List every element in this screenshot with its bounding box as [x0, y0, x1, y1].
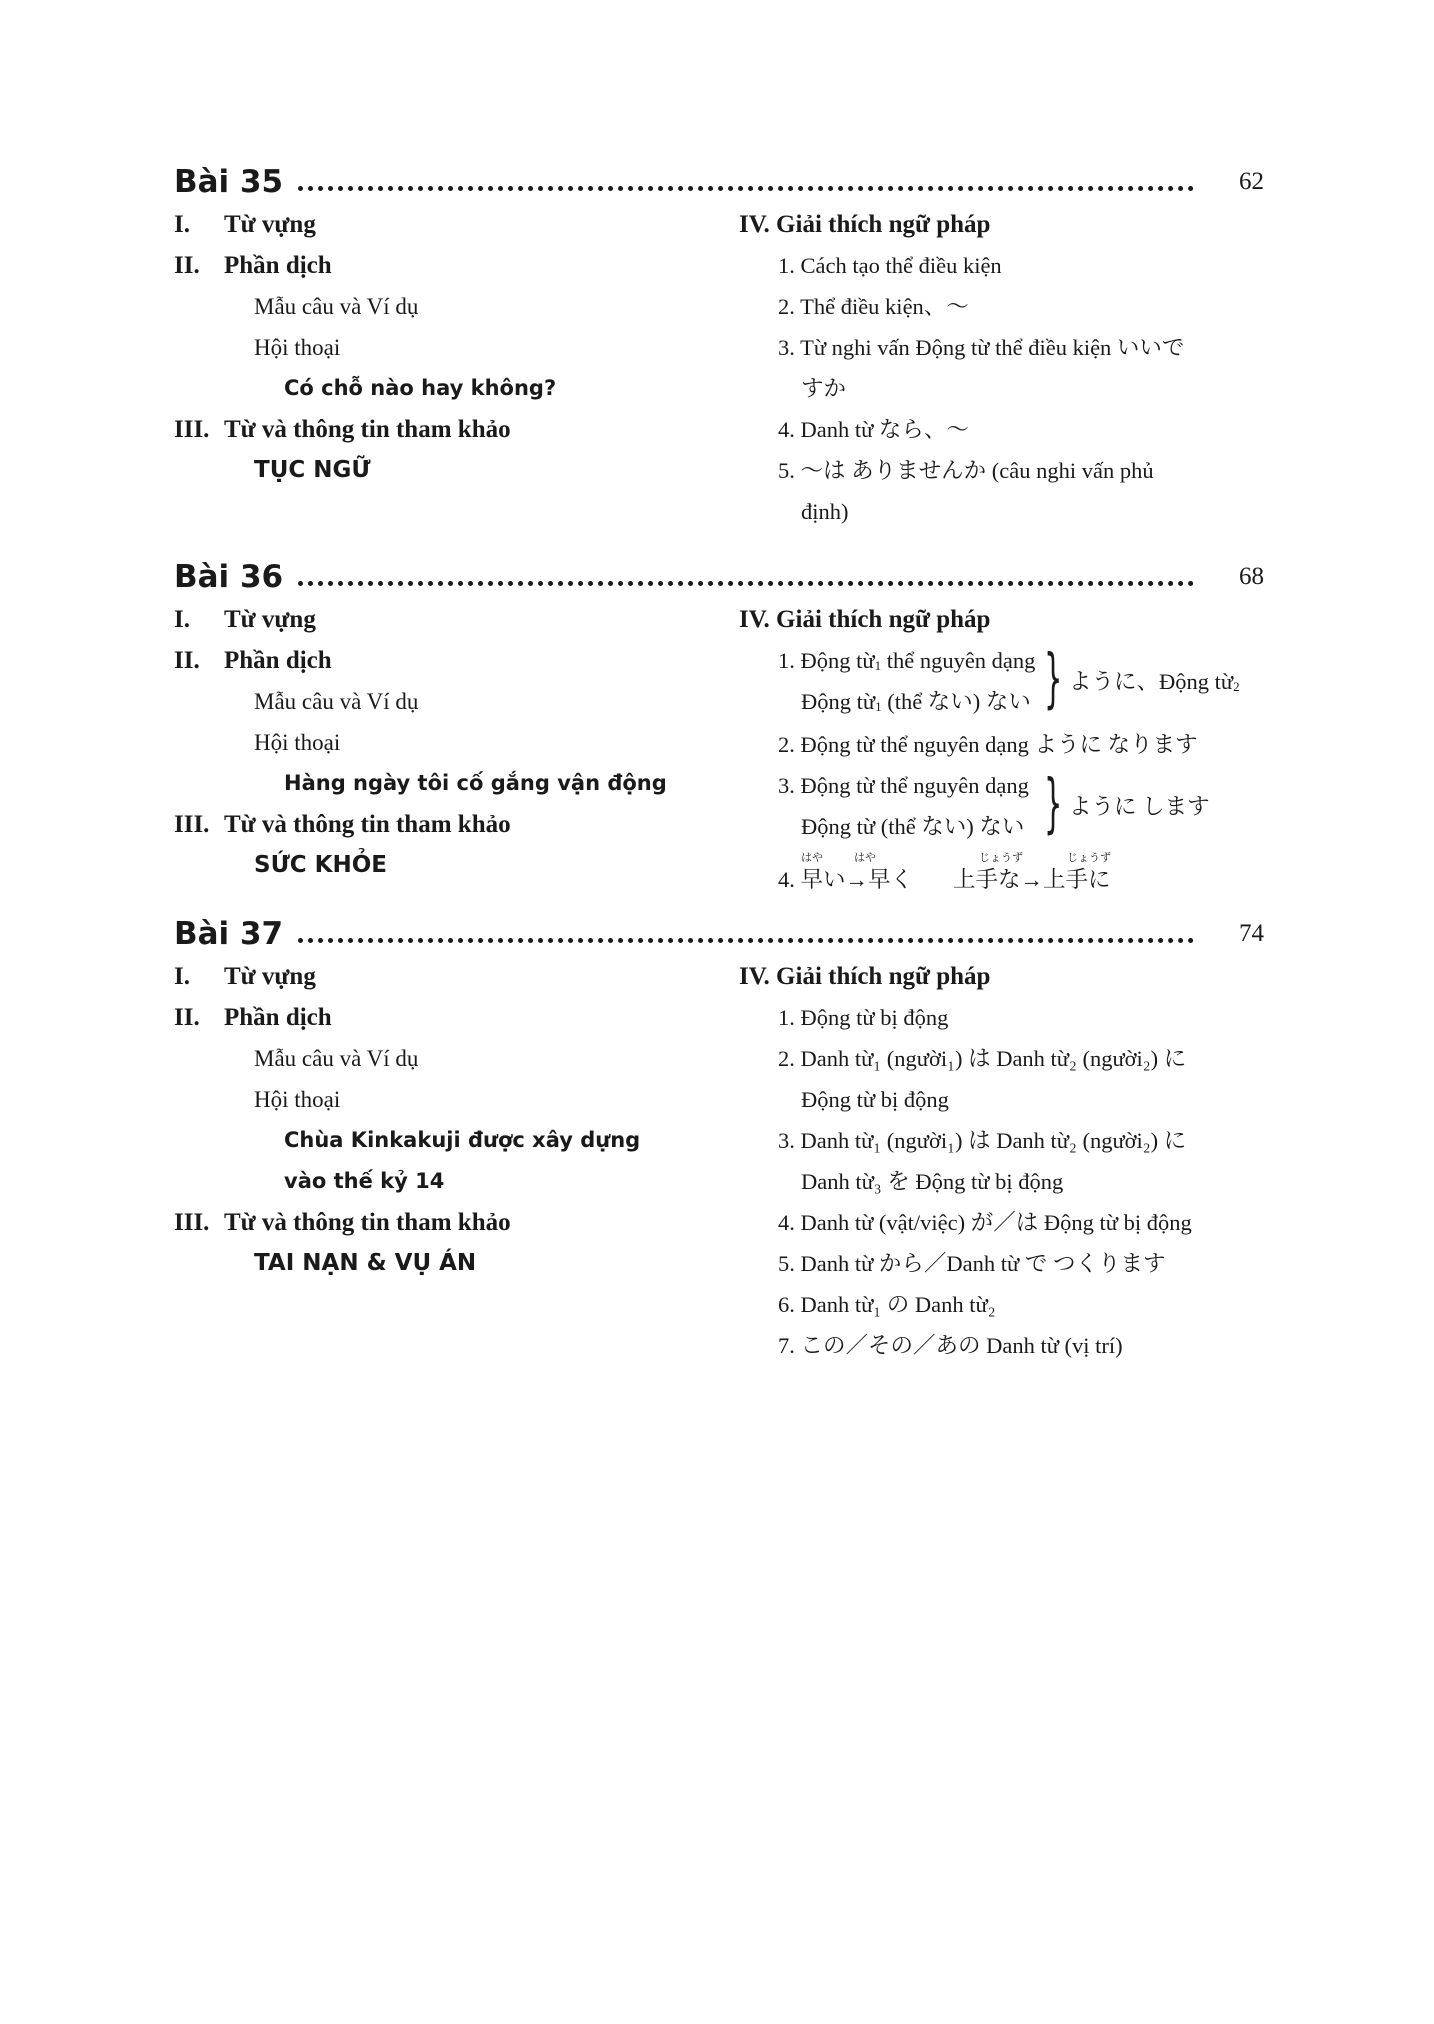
section-num: I.	[174, 606, 190, 633]
grammar-item-group[interactable]	[739, 640, 1279, 724]
sub-conversation[interactable]: Hội thoại	[254, 335, 341, 360]
leader-dots	[298, 186, 1194, 191]
grammar-heading[interactable]: IV. Giải thích ngữ pháp	[739, 606, 991, 633]
section-num: III.	[174, 811, 210, 838]
grammar-item[interactable]: 7. この／その／あの Danh từ (vị trí)	[778, 1333, 1123, 1358]
section-label: Từ và thông tin tham khảo	[224, 811, 511, 838]
section-reference[interactable]	[174, 409, 734, 450]
leader-dots	[298, 938, 1194, 943]
section-label: Từ vựng	[224, 963, 316, 990]
lesson-title[interactable]: Bài 37	[174, 916, 284, 952]
furigana: はや	[854, 852, 876, 864]
grammar-item[interactable]: 5. Danh từ から／Danh từ で つくります	[778, 1251, 1166, 1276]
reference-topic[interactable]: SỨC KHỎE	[254, 852, 388, 878]
page-number[interactable]: 62	[1239, 168, 1264, 195]
brace-icon: }	[1044, 642, 1063, 716]
grammar-item[interactable]	[739, 849, 1279, 899]
sub-conversation[interactable]: Hội thoại	[254, 730, 341, 755]
page-number[interactable]: 68	[1239, 563, 1264, 590]
lesson-header	[174, 555, 1264, 599]
grammar-item-continued: định)	[801, 499, 849, 524]
grammar-item-continued: Danh từ₃ を Động từ bị động	[801, 1169, 1064, 1194]
section-translation[interactable]	[174, 640, 734, 681]
grammar-line: Động từ (thể ない) ない	[801, 814, 1025, 839]
lesson-title[interactable]: Bài 36	[174, 559, 284, 595]
grammar-text: 4.	[778, 867, 801, 892]
grammar-item[interactable]: 1. Cách tạo thể điều kiện	[778, 253, 1002, 278]
section-reference[interactable]	[174, 1202, 734, 1243]
grammar-text: thể nguyên dạng	[881, 648, 1036, 673]
grammar-item[interactable]: 3. Từ nghi vấn Động từ thể điều kiện いいで	[778, 335, 1185, 360]
grammar-text: 早い→早く	[800, 867, 914, 892]
section-label: Phần dịch	[224, 647, 332, 674]
section-num: I.	[174, 963, 190, 990]
conversation-title[interactable]: Hàng ngày tôi cố gắng vận động	[284, 771, 667, 795]
brace-icon: }	[1044, 767, 1063, 841]
subscript: 1	[874, 658, 882, 673]
leader-dots	[298, 581, 1194, 586]
section-label: Từ vựng	[224, 606, 316, 633]
page-number[interactable]: 74	[1239, 920, 1264, 947]
conversation-title[interactable]: Có chỗ nào hay không?	[284, 376, 557, 400]
grammar-line	[778, 859, 1111, 900]
furigana: はや	[801, 852, 823, 864]
grammar-line: 3. Động từ thể nguyên dạng	[778, 773, 1029, 798]
lesson-header	[174, 160, 1264, 204]
lesson-header	[174, 912, 1264, 956]
section-label: Phần dịch	[224, 1004, 332, 1031]
grammar-result: ように します	[1069, 794, 1210, 819]
grammar-heading[interactable]: IV. Giải thích ngữ pháp	[739, 211, 991, 238]
grammar-item[interactable]: 6. Danh từ₁ の Danh từ₂	[778, 1292, 996, 1317]
section-num: II.	[174, 1004, 200, 1031]
grammar-line	[778, 640, 1035, 686]
lesson-36	[174, 555, 1264, 892]
grammar-item[interactable]: 4. Danh từ なら、～	[778, 417, 969, 442]
section-label: Từ và thông tin tham khảo	[224, 416, 511, 443]
section-num: II.	[174, 647, 200, 674]
section-num: III.	[174, 1209, 210, 1236]
grammar-item[interactable]: 3. Danh từ₁ (người₁) は Danh từ₂ (người₂) に	[778, 1128, 1187, 1153]
grammar-item[interactable]: 2. Thể điều kiện、～	[778, 294, 969, 319]
grammar-item[interactable]: 4. Danh từ (vật/việc) が／は Động từ bị động	[778, 1210, 1192, 1235]
subscript: 1	[875, 699, 882, 714]
subscript: 2	[1233, 679, 1240, 694]
grammar-item[interactable]: 1. Động từ bị động	[778, 1005, 949, 1030]
sub-sentence-patterns[interactable]: Mẫu câu và Ví dụ	[254, 294, 419, 319]
right-column	[739, 599, 1279, 899]
grammar-text: Động từ	[801, 689, 876, 714]
lesson-37	[174, 912, 1264, 1358]
lesson-title[interactable]: Bài 35	[174, 164, 284, 200]
grammar-text: (thể ない) ない	[881, 689, 1031, 714]
grammar-item-continued: すか	[801, 376, 847, 401]
left-column	[174, 599, 734, 886]
section-num: III.	[174, 416, 210, 443]
section-vocabulary[interactable]	[174, 956, 734, 997]
right-column	[739, 204, 1279, 532]
grammar-result	[1069, 661, 1240, 707]
section-label: Từ vựng	[224, 211, 316, 238]
section-translation[interactable]	[174, 245, 734, 286]
grammar-item[interactable]: 2. Danh từ₁ (người₁) は Danh từ₂ (người₂) に	[778, 1046, 1187, 1071]
section-label: Phần dịch	[224, 252, 332, 279]
section-vocabulary[interactable]	[174, 599, 734, 640]
conversation-title[interactable]: Chùa Kinkakuji được xây dựng	[284, 1128, 641, 1152]
grammar-heading[interactable]: IV. Giải thích ngữ pháp	[739, 963, 991, 990]
grammar-text: 上手な→上手に	[953, 867, 1111, 892]
furigana: じょうず	[1067, 852, 1111, 864]
sub-conversation[interactable]: Hội thoại	[254, 1087, 341, 1112]
sub-sentence-patterns[interactable]: Mẫu câu và Ví dụ	[254, 689, 419, 714]
section-vocabulary[interactable]	[174, 204, 734, 245]
conversation-title-continued: vào thế kỷ 14	[284, 1169, 445, 1193]
sub-sentence-patterns[interactable]: Mẫu câu và Ví dụ	[254, 1046, 419, 1071]
left-column	[174, 204, 734, 491]
grammar-item-continued: Động từ bị động	[801, 1087, 949, 1112]
section-translation[interactable]	[174, 997, 734, 1038]
section-reference[interactable]	[174, 804, 734, 845]
section-label: Từ và thông tin tham khảo	[224, 1209, 511, 1236]
reference-topic[interactable]: TỤC NGỮ	[254, 457, 371, 483]
grammar-item-group[interactable]	[739, 765, 1279, 849]
grammar-text: ように、Động từ	[1069, 669, 1234, 694]
right-column	[739, 956, 1279, 1366]
left-column	[174, 956, 734, 1284]
furigana: じょうず	[979, 852, 1023, 864]
section-num: II.	[174, 252, 200, 279]
reference-topic[interactable]: TAI NẠN & VỤ ÁN	[254, 1250, 477, 1276]
grammar-item[interactable]: 2. Động từ thể nguyên dạng ように なります	[778, 732, 1198, 757]
section-num: I.	[174, 211, 190, 238]
grammar-line	[801, 681, 1031, 727]
grammar-item[interactable]: 5. ～は ありませんか (câu nghi vấn phủ	[778, 458, 1154, 483]
grammar-text: 1. Động từ	[778, 648, 875, 673]
lesson-35	[174, 160, 1264, 524]
